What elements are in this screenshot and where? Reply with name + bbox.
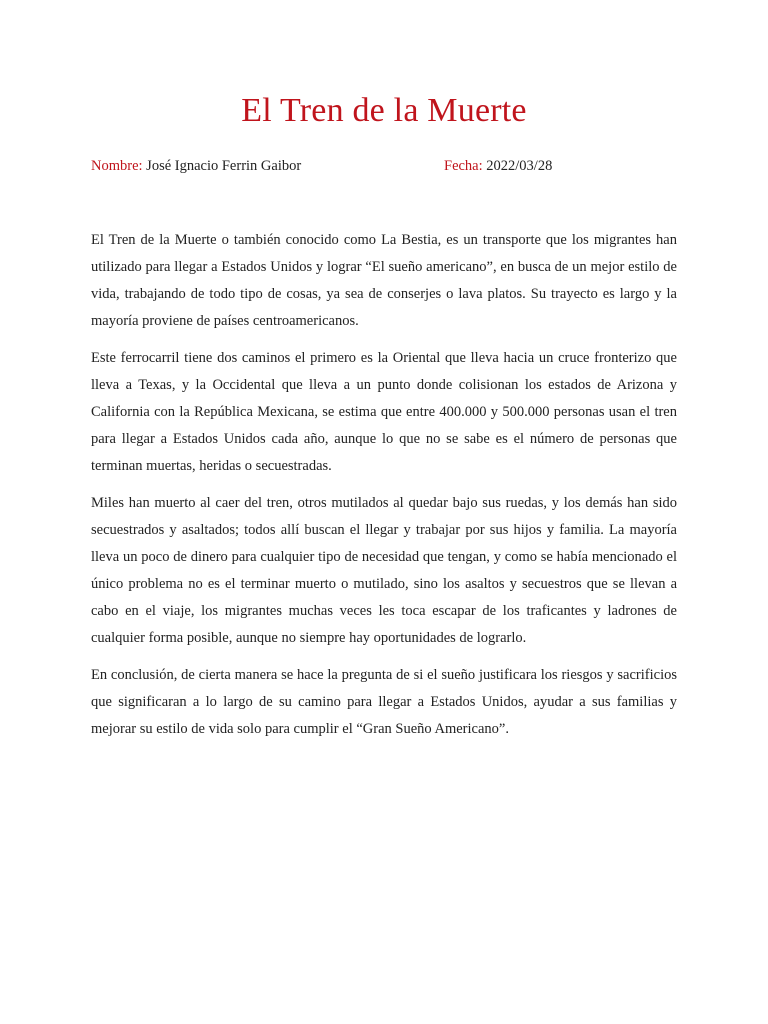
date-label: Fecha: bbox=[444, 158, 483, 174]
name-value: José Ignacio Ferrin Gaibor bbox=[146, 158, 302, 174]
document-body bbox=[91, 227, 677, 753]
paragraph: Miles han muerto al caer del tren, otros mutilados al quedar bajo sus ruedas, y los demás han sido secuestrados y asaltados; todos allí buscan el llegar y trabajar por sus hijos y familia. La mayoría lleva un poco de dinero para cualquier tipo de necesidad que tengan, y como se había mencionado el único problema no es el terminar muerto o mutilado, sino los asaltos y secuestros que se llevan a cabo en el viaje, los migrantes muchas veces les toca escapar de los traficantes y ladrones de cualquier forma posible, aunque no siempre hay oportunidades de lograrlo. bbox=[91, 495, 677, 646]
paragraph: En conclusión, de cierta manera se hace la pregunta de si el sueño justificara los riesgos y sacrificios que significaran a lo largo de su camino para llegar a Estados Unidos, ayudar a sus familias y mejorar su estilo de vida solo para cumplir el “Gran Sueño Americano”. bbox=[91, 667, 677, 737]
document-title: El Tren de la Muerte bbox=[241, 92, 527, 129]
paragraph: El Tren de la Muerte o también conocido como La Bestia, es un transporte que los migrantes han utilizado para llegar a Estados Unidos y lograr “El sueño americano”, en busca de un mejor estilo de vida, trabajando de todo tipo de cosas, ya sea de conserjes o lava platos. Su trayecto es largo y la mayoría proviene de países centroamericanos. bbox=[91, 232, 677, 329]
name-label: Nombre: bbox=[91, 158, 143, 174]
date-value: 2022/03/28 bbox=[486, 158, 553, 174]
author-field bbox=[91, 157, 301, 175]
paragraph: Este ferrocarril tiene dos caminos el primero es la Oriental que lleva hacia un cruce fronterizo que lleva a Texas, y la Occidental que lleva a un punto donde colisionan los estados de Arizona y California con la República Mexicana, se estima que entre 400.000 y 500.000 personas usan el tren para llegar a Estados Unidos cada año, aunque lo que no se sabe es el número de personas que terminan muertas, heridas o secuestradas. bbox=[91, 350, 677, 474]
date-field bbox=[444, 157, 552, 175]
